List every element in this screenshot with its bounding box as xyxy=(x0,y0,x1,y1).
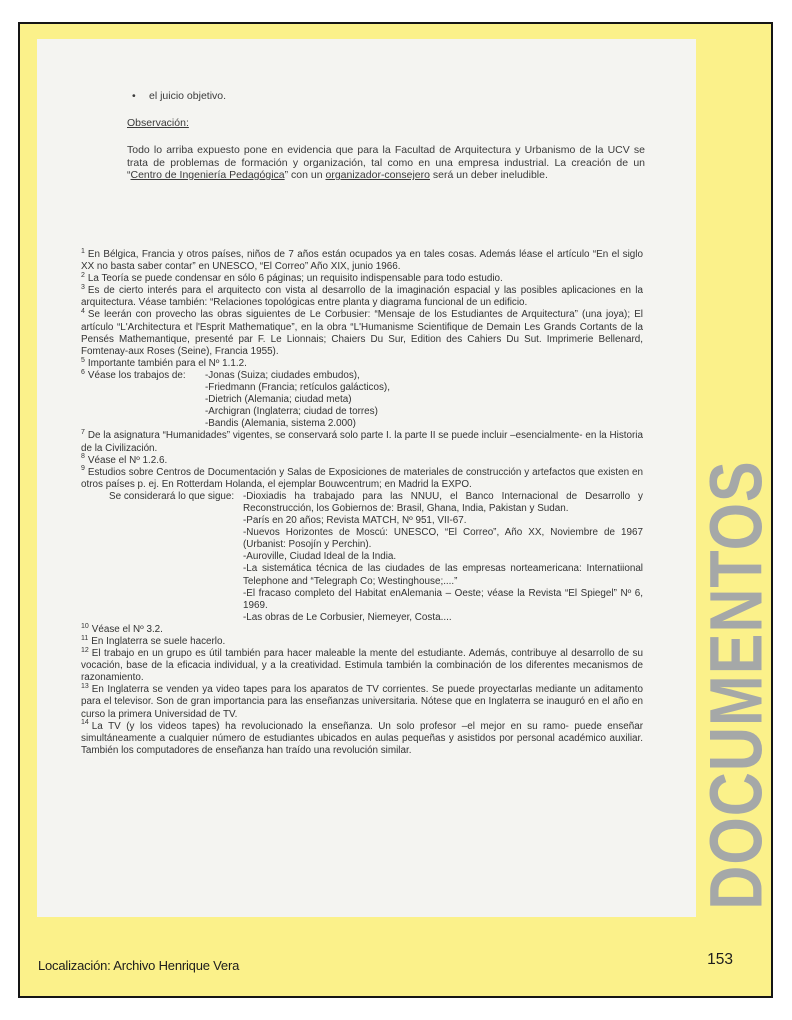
paragraph-text: será un deber ineludible. xyxy=(429,169,548,181)
observation-paragraph xyxy=(127,144,645,182)
side-label-documentos: DOCUMENTOS xyxy=(694,460,778,910)
footnote-12 xyxy=(81,648,643,684)
footnote-list-item: -Las obras de Le Corbusier, Niemeyer, Costa.... xyxy=(243,611,452,623)
footnotes-block xyxy=(81,249,643,757)
footnote-number: 8 xyxy=(81,453,85,461)
footnote-number: 7 xyxy=(81,429,85,437)
footnote-list-item: -Dioxiadis ha trabajado para las NNUU, el Banco Internacional de Desarrollo y Reconstrucción, los Gobiernos de: Brasil, Ghana, India, Pakistan y Sudan. xyxy=(243,490,643,514)
footnote-text: De la asignatura “Humanidades” vigentes, se conservará solo parte I. la parte II se puede incluir –esencialmente- en la Historia de la Civilización. xyxy=(81,430,643,454)
footnote-text: Importante también para el Nº 1.1.2. xyxy=(87,357,247,369)
paragraph-text: Todo lo arriba expuesto pone en evidencia que para la Facultad de Arquitectura y Urbanismo de la UCV se trata de problemas de formación y organización, tal como en una empresa industrial. La creación de un “ xyxy=(127,144,645,181)
footnote-text: En Inglaterra se venden ya video tapes para los aparatos de TV corrientes. Se puede proyectarlas mediante un aditamento para el televisor. Son de gran importancia para las enseñanzas universitaria. Nótese que en Inglaterra se inauguró en el año en curso la primera Universidad de TV. xyxy=(81,684,643,720)
document-top-block xyxy=(127,90,645,182)
bullet-icon: • xyxy=(132,90,136,102)
footnote-number: 5 xyxy=(81,356,85,364)
footnote-number: 4 xyxy=(81,308,85,316)
observation-heading: Observación: xyxy=(127,116,189,129)
bullet-list-item xyxy=(127,90,645,103)
footer-location: Localización: Archivo Henrique Vera xyxy=(38,958,240,973)
footnote-3 xyxy=(81,285,643,309)
scanned-document xyxy=(37,39,696,917)
footnote-text: El trabajo en un grupo es útil también para hacer maleable la mente del estudiante. Además, contribuye al desarrollo de su vocación, base de la eficacia individual, y a la creatividad. Estimula también la combinación de los diferentes mecanismos de razonamiento. xyxy=(81,648,643,684)
footnote-2 xyxy=(81,273,643,285)
footnote-list-item: -Auroville, Ciudad Ideal de la India. xyxy=(243,551,397,563)
underlined-term: organizador-consejero xyxy=(325,169,430,181)
footnote-5 xyxy=(81,358,643,370)
footnote-number: 2 xyxy=(81,271,85,279)
footnote-text: En Bélgica, Francia y otros países, niños de 7 años están ocupados ya en tales cosas. Además léase el artículo “En el siglo XX no basta saber contar” en UNESCO, “El Correo” Año XIX, junio 1966. xyxy=(81,249,643,273)
footnote-number: 10 xyxy=(81,622,89,630)
footnote-4 xyxy=(81,309,643,357)
footnote-number: 9 xyxy=(81,465,85,473)
footnote-number: 12 xyxy=(81,646,89,654)
underlined-term: Centro de Ingeniería Pedagógica xyxy=(130,169,285,181)
footnote-list-item: -Dietrich (Alemania; ciudad meta) xyxy=(205,394,352,406)
footnote-1 xyxy=(81,249,643,273)
footnote-7 xyxy=(81,430,643,454)
page-number: 153 xyxy=(707,951,733,968)
footnote-label: Se considerará lo que sigue: xyxy=(109,490,235,502)
footnote-text: La TV (y los videos tapes) ha revolucionado la enseñanza. Un solo profesor –el mejor en su ramo- puede enseñar simultáneamente a cualquier número de estudiantes ubicados en aulas pequeñas y asistidos por personal académico auxiliar. También los computadores de enseñanza han traído una revolución similar. xyxy=(81,720,643,756)
footnote-text: Véase el Nº 3.2. xyxy=(91,623,163,635)
footnote-number: 3 xyxy=(81,283,85,291)
footnote-label: $^6$ Véase los trabajos de: xyxy=(81,368,186,381)
bullet-item-text: el juicio objetivo. xyxy=(149,90,227,102)
footnote-list-item: -Nuevos Horizontes de Moscú: UNESCO, “El Correo”, Año XX, Noviembre de 1967 (Urbanist: Posojín y Perchin). xyxy=(243,527,643,551)
footnote-number: 13 xyxy=(81,683,89,691)
footnote-list-item: -Archigran (Inglaterra; ciudad de torres) xyxy=(205,406,378,418)
paragraph-text: ” con un xyxy=(284,169,326,181)
footnote-item-list xyxy=(243,491,643,624)
footnote-number: 1 xyxy=(81,247,85,255)
footnote-list-item: -El fracaso completo del Habitat enAlemania – Oeste; véase la Revista “El Spiegel” Nº 6, 1969. xyxy=(243,587,643,611)
footnote-text: Es de cierto interés para el arquitecto con vista al desarrollo de la imaginación espacial y las posibles aplicaciones en la arquitectura. Véase también: “Relaciones topológicas entre planta y diagrama funcional de un edificio. xyxy=(81,285,643,309)
footnote-6 xyxy=(81,370,643,430)
footnote-text: En Inglaterra se suele hacerlo. xyxy=(91,636,226,647)
footnote-number: 14 xyxy=(81,719,89,727)
footnote-text: Véase el Nº 1.2.6. xyxy=(87,454,168,466)
footnote-number: 11 xyxy=(81,634,89,642)
footnote-8 xyxy=(81,455,643,467)
footnote-list-item: -La sistemática técnica de las ciudades de las empresas norteamericana: Internatiional Telephone and “Telegraph Co; Westinghouse;....” xyxy=(243,563,643,587)
footnote-text: Se leerán con provecho las obras siguientes de Le Corbusier: “Mensaje de los Estudiantes de Arquitectura” (una joya); El artículo “L'Architectura et l'Esprit Mathematique”, en la obra “L'Humanisme Scientifique de Demain Les Grands Cortants de la Pensés Mathemantique, presenté par F. Le Lionnais; Chaiers Du Sur, Edition des Cahiers Du Sut. Imprimerie Bellenard, Fomtenay-aux Roses (Seine), Francia 1955). xyxy=(81,309,643,357)
archive-folder-page xyxy=(18,22,773,998)
footnote-list-item: -París en 20 años; Revista MATCH, Nº 951, VII-67. xyxy=(243,515,467,527)
footnote-text: Estudios sobre Centros de Documentación y Salas de Exposiciones de materiales de construcción y artefactos que existen en otros países p. ej. En Rotterdam Holanda, el ejemplar Bouwcentrum; en Madrid la EXPO. xyxy=(81,466,643,490)
footnote-13 xyxy=(81,684,643,720)
footnote-text: La Teoría se puede condensar en sólo 6 páginas; un requisito indispensable para todo estudio. xyxy=(87,273,503,285)
footnote-11 xyxy=(81,636,643,648)
footnote-item-list xyxy=(205,370,643,430)
footnote-9-list xyxy=(81,491,643,624)
footnote-9 xyxy=(81,467,643,491)
footnote-14 xyxy=(81,721,643,757)
footnote-list-item: -Friedmann (Francia; retículos galácticos), xyxy=(205,382,390,394)
footnote-10 xyxy=(81,624,643,636)
footnote-list-item: -Bandis (Alemania, sistema 2.000) xyxy=(205,418,356,430)
footnote-list-item: -Jonas (Suiza; ciudades embudos), xyxy=(205,369,360,381)
footnote-number: 6 xyxy=(81,368,85,376)
